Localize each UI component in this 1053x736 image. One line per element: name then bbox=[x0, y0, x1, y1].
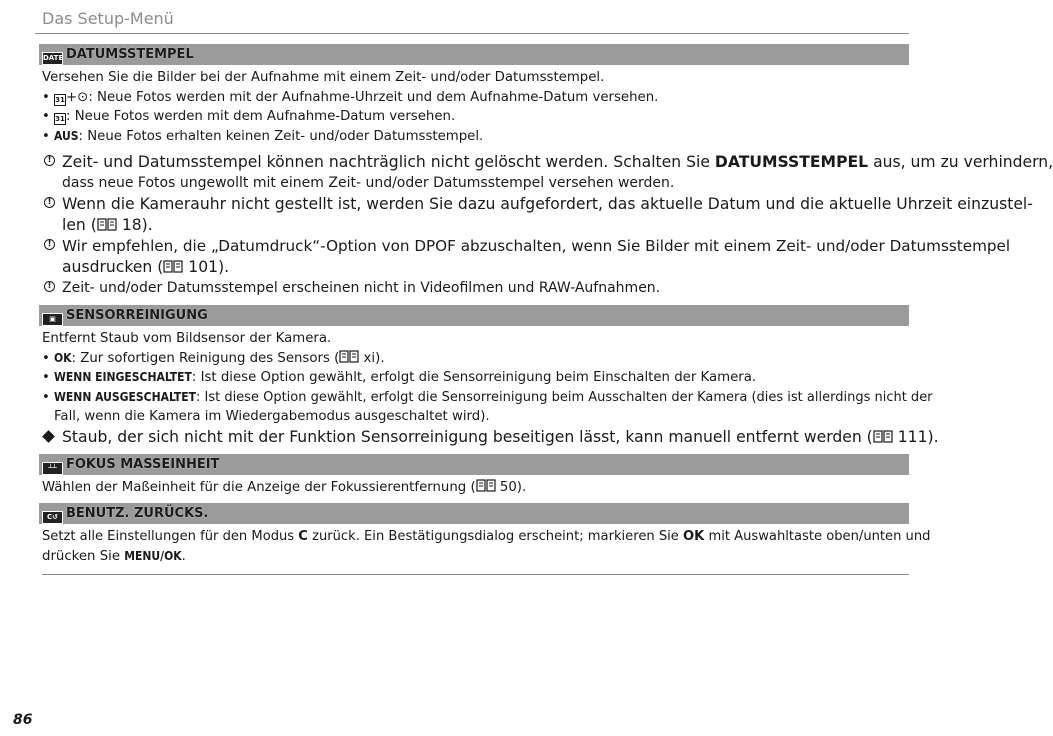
section-title: DATUMSSTEMPEL bbox=[66, 47, 194, 62]
running-head: Das Setup-Menü bbox=[42, 9, 174, 28]
list-item: • 31+⊙: Neue Fotos werden mit der Aufnahme-Uhrzeit und dem Aufnahme-Datum versehen. bbox=[42, 89, 659, 105]
section-title: FOKUS MASSEINHEIT bbox=[66, 456, 220, 472]
option-label: OK bbox=[54, 350, 72, 365]
header-rule bbox=[35, 33, 909, 34]
section-title: BENUTZ. ZURÜCKS. bbox=[66, 506, 209, 521]
note-block bbox=[42, 427, 939, 448]
section-header-fokus bbox=[39, 454, 909, 475]
page-reference: 18 bbox=[121, 216, 142, 234]
option-label: WENN AUSGESCHALTET bbox=[54, 389, 196, 404]
clock-icon: ⊙ bbox=[77, 89, 89, 105]
option-label: WENN EINGESCHALTET bbox=[54, 370, 192, 384]
book-reference-icon bbox=[339, 350, 359, 363]
section-body-datumsstempel bbox=[42, 68, 909, 146]
caution-icon: ! bbox=[44, 239, 55, 250]
book-reference-icon bbox=[476, 479, 496, 492]
section-title: SENSORREINIGUNG bbox=[66, 308, 208, 323]
list-item: • 31: Neue Fotos werden mit dem Aufnahme-Datum versehen. bbox=[42, 109, 456, 124]
list-item: • WENN EINGESCHALTET: Ist diese Option gewählt, erfolgt die Sensorreinigung beim Einschalten der Kamera. bbox=[42, 370, 757, 385]
page-reference: 101 bbox=[188, 258, 219, 276]
custom-reset-icon: C↺ bbox=[42, 511, 63, 524]
section-header-benutz bbox=[39, 503, 909, 524]
section-header-datumsstempel bbox=[39, 44, 909, 65]
section-body-sensorreinigung: Entfernt Staub vom Bildsensor der Kamera. • OK: Zur sofortigen Reinigung des Sensors ( xi). • WENN EINGESCHALTET: Ist diese Option gewählt, erfolgt die Sensorreinigung beim Einschalten der Kamera. • WENN AUSGESCHALTET: Ist diese Option gewählt, erfolgt die Sensorreinigung beim Ausschalten der Kamera (dies ist allerdings nicht der Fall, wenn die Kamera im Wiedergabemodus ausgeschaltet wird). bbox=[42, 329, 909, 427]
caution-icon: ! bbox=[44, 281, 55, 292]
calendar-icon: 31 bbox=[55, 95, 65, 104]
note-icon bbox=[42, 430, 55, 443]
page-reference: 50 bbox=[499, 479, 517, 495]
caution-icon: ! bbox=[44, 197, 55, 208]
caution-item: ! Zeit- und/oder Datumsstempel erscheinen nicht in Videofilmen und RAW-Aufnahmen. bbox=[42, 278, 909, 299]
focus-scale-icon: ┴┴ bbox=[42, 462, 63, 475]
list-item: • AUS: Neue Fotos erhalten keinen Zeit- und/oder Datumsstempel. bbox=[42, 128, 484, 144]
option-label: AUS bbox=[54, 128, 79, 143]
list-item: • OK: Zur sofortigen Reinigung des Sensors ( xi). bbox=[42, 350, 385, 366]
caution-item: ! Wenn die Kamerauhr nicht gestellt ist, werden Sie dazu aufgefordert, das aktuelle Datum und die aktuelle Uhrzeit einzustel- len ( 18). bbox=[42, 194, 909, 236]
page-number: 86 bbox=[13, 712, 33, 728]
page-reference: 111 bbox=[897, 427, 928, 446]
page-reference: xi bbox=[363, 350, 376, 366]
note-item: Staub, der sich nicht mit der Funktion Sensorreinigung beseitigen lässt, kann manuell entfernt werden ( 111). bbox=[42, 427, 909, 448]
page-content bbox=[42, 44, 1053, 575]
section-body-fokus: Wählen der Maßeinheit für die Anzeige der Fokussierentfernung ( 50). bbox=[42, 479, 527, 495]
book-reference-icon bbox=[97, 218, 117, 231]
book-reference-icon bbox=[873, 430, 893, 443]
cautions bbox=[42, 152, 1053, 299]
section-header-sensorreinigung bbox=[39, 305, 909, 326]
list-item: • WENN AUSGESCHALTET: Ist diese Option gewählt, erfolgt die Sensorreinigung beim Ausschalten der Kamera (dies ist allerdings nicht der Fall, wenn die Kamera im Wiedergabemodus ausgeschaltet wird). bbox=[42, 389, 933, 424]
caution-item: ! Zeit- und Datumsstempel können nachträglich nicht gelöscht werden. Schalten Sie DATUMSSTEMPEL aus, um zu verhindern, dass neue Fotos ungewollt mit einem Zeit- und/oder Datumsstempel versehen werden. bbox=[42, 152, 909, 194]
sensor-cleaning-icon: ▣ bbox=[42, 313, 63, 326]
caution-icon: ! bbox=[44, 155, 55, 166]
calendar-icon: 31 bbox=[55, 115, 65, 123]
book-reference-icon bbox=[163, 260, 183, 273]
section-body-benutz: Setzt alle Einstellungen für den Modus C zurück. Ein Bestätigungsdialog erscheint; markieren Sie OK mit Auswahltaste oben/unten und drücken Sie MENU/OK. bbox=[42, 529, 931, 564]
section-intro: Versehen Sie die Bilder bei der Aufnahme mit einem Zeit- und/oder Datumsstempel. bbox=[42, 70, 605, 85]
date-stamp-icon: DATE bbox=[42, 52, 63, 65]
caution-item: ! Wir empfehlen, die „Datumdruck“-Option von DPOF abzuschalten, wenn Sie Bilder mit einem Zeit- und/oder Datumsstempel ausdrucken ( 101). bbox=[42, 236, 909, 278]
bottom-rule bbox=[42, 574, 909, 575]
